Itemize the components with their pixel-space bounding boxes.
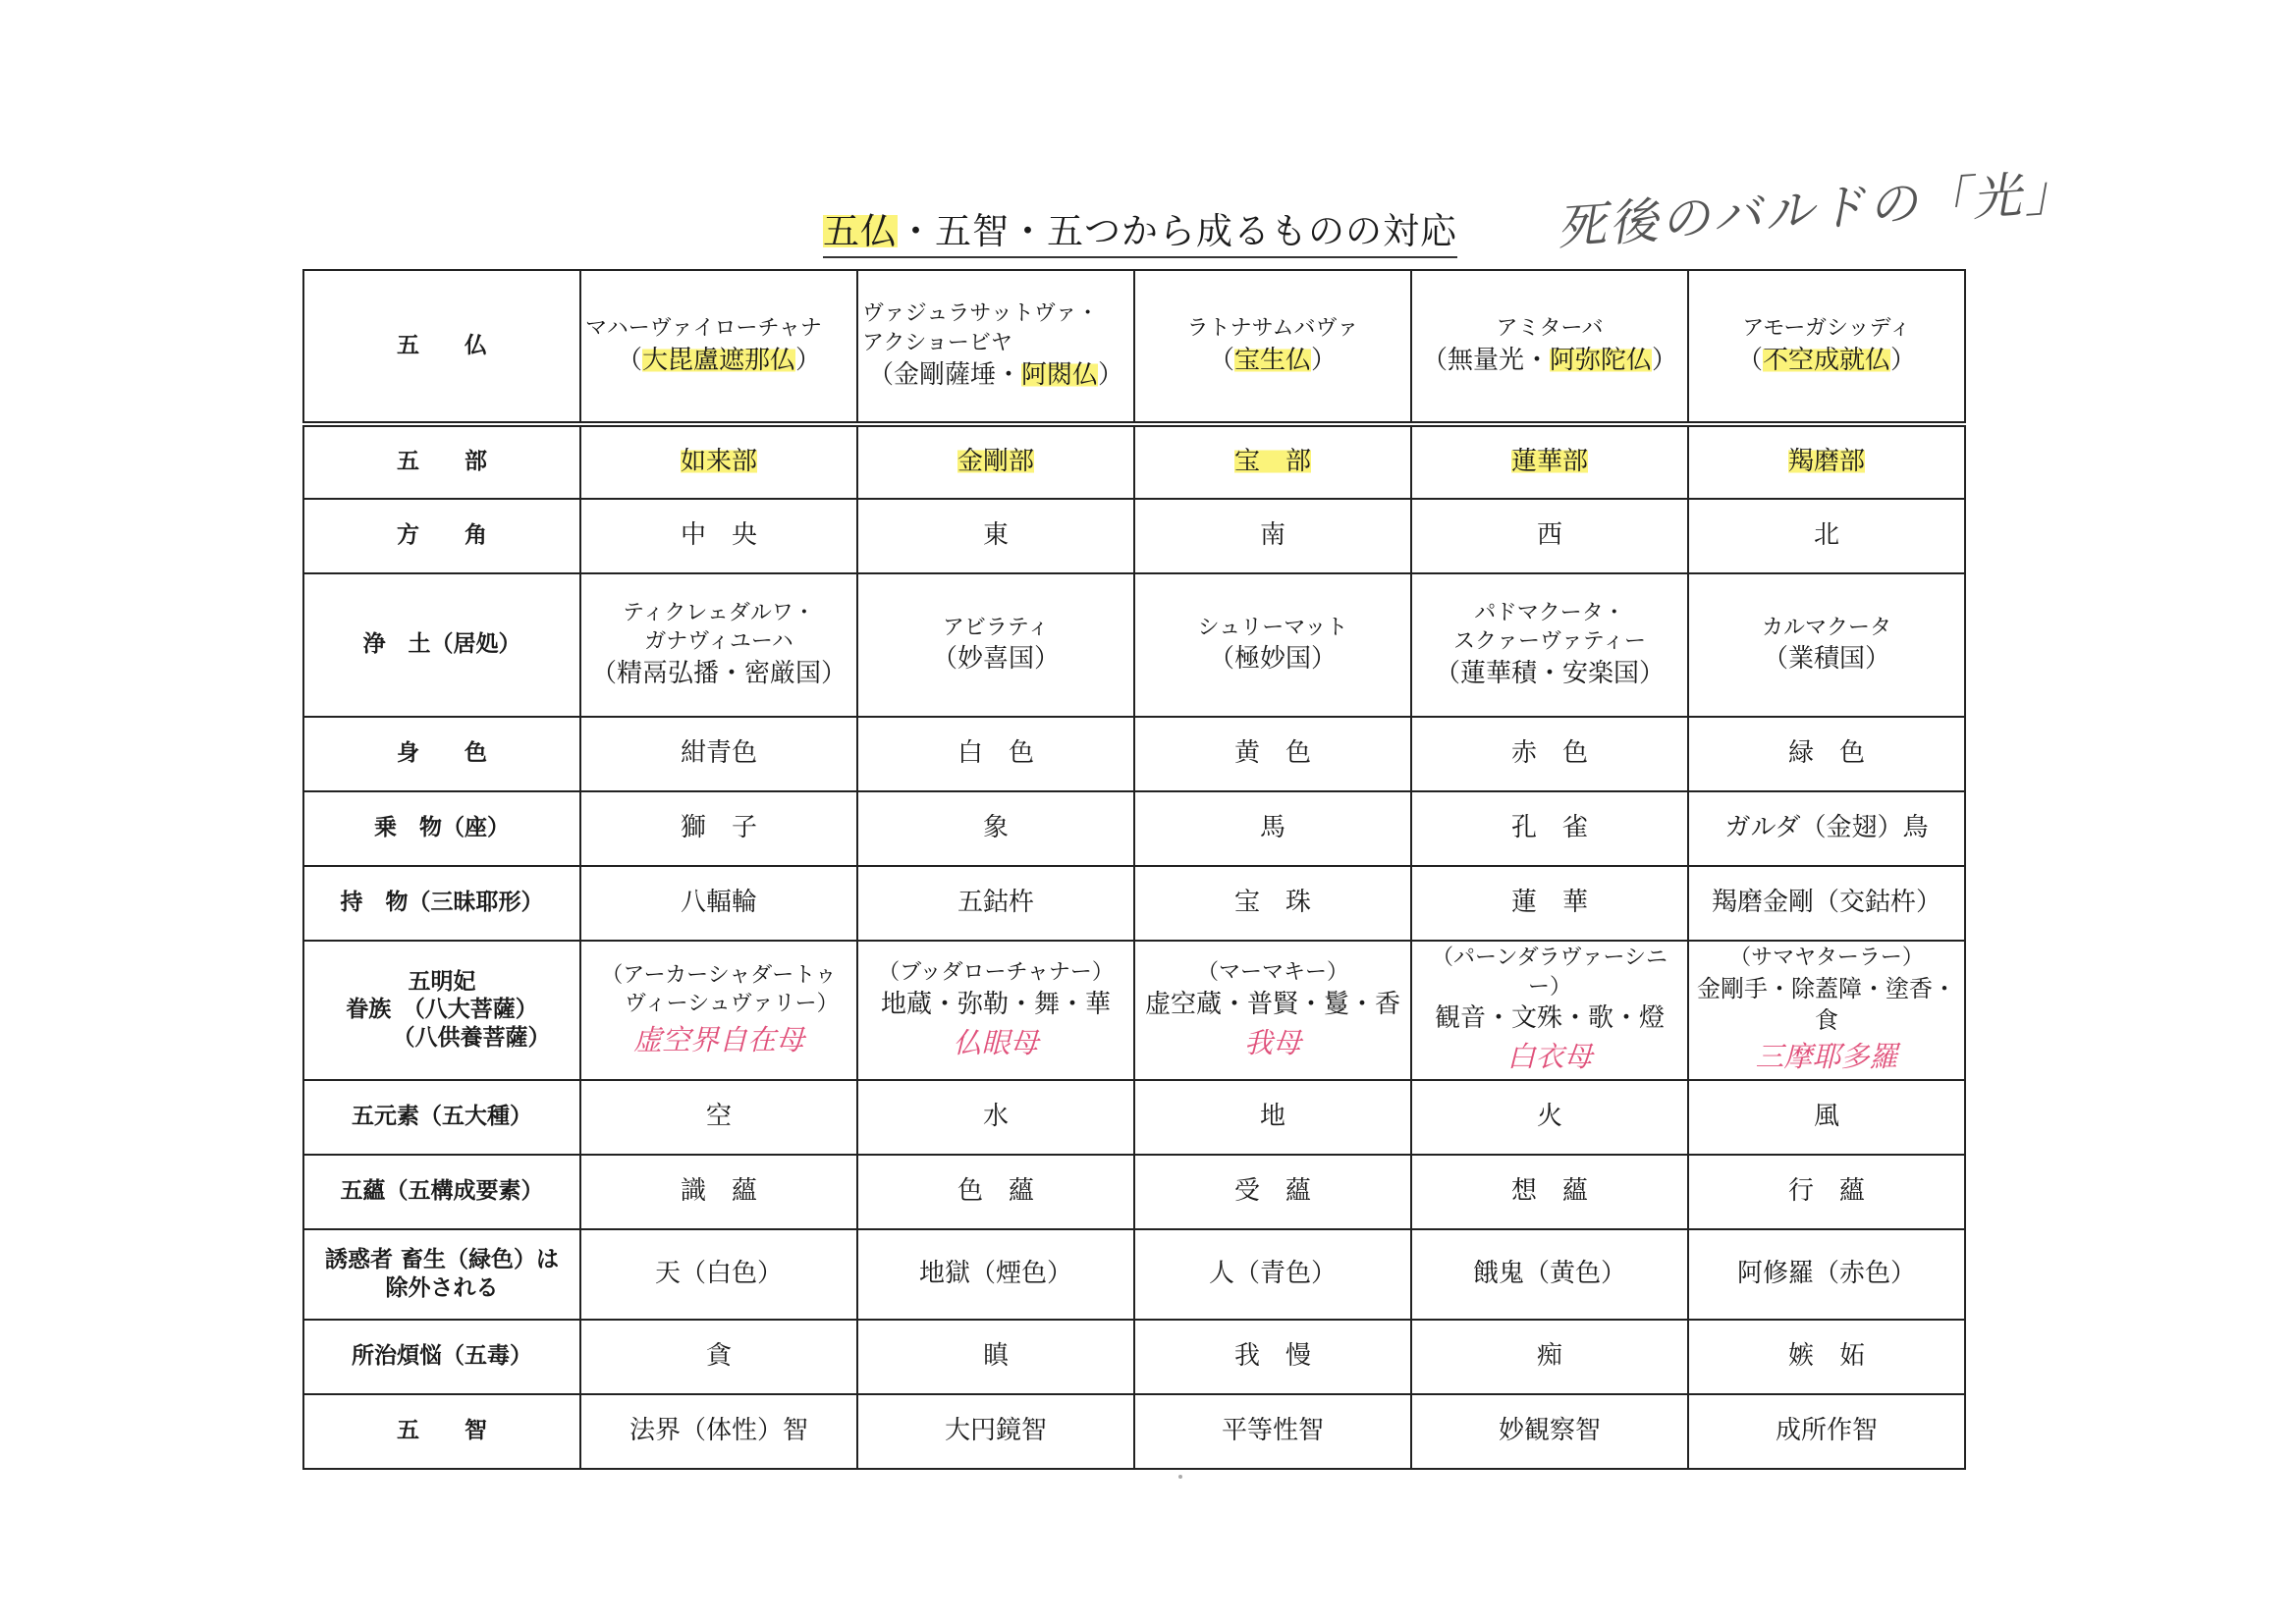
- handwritten-annotation: 我母: [1243, 1025, 1301, 1059]
- table-cell: 人（青色）: [1134, 1229, 1411, 1320]
- row-header: 身 色: [303, 717, 580, 791]
- table-cell: 嫉 妬: [1688, 1320, 1965, 1394]
- table-cell: 獅 子: [580, 791, 857, 866]
- table-cell: 南: [1134, 499, 1411, 573]
- table-cell: 識 蘊: [580, 1155, 857, 1229]
- row-element: [303, 1080, 1965, 1155]
- table-cell: 如来部: [580, 424, 857, 499]
- handwritten-note: 死後のバルドの「光」: [1555, 163, 2079, 256]
- row-header: 所治煩悩（五毒）: [303, 1320, 580, 1394]
- correspondence-table: [302, 269, 1966, 1470]
- row-pure-land: [303, 573, 1965, 717]
- table-cell: パドマクータ・ スクァーヴァティー （蓮華積・安楽国）: [1411, 573, 1688, 717]
- table-cell: アビラティ （妙喜国）: [857, 573, 1134, 717]
- highlighted-text: 阿閦仏: [1020, 359, 1098, 390]
- highlighted-text: 宝生仏: [1233, 345, 1311, 375]
- table-cell: （マーマキー） 虚空蔵・普賢・鬘・香 我母: [1134, 941, 1411, 1080]
- table-cell: 緑 色: [1688, 717, 1965, 791]
- table-cell: 中 央: [580, 499, 857, 573]
- table-cell: ラトナサムバヴァ （宝生仏）: [1134, 270, 1411, 424]
- table-cell: 瞋: [857, 1320, 1134, 1394]
- table-cell: 金剛部: [857, 424, 1134, 499]
- page-title: [823, 201, 1457, 258]
- row-header: 五 仏: [303, 270, 580, 424]
- table-cell: 阿修羅（赤色）: [1688, 1229, 1965, 1320]
- handwritten-annotation: 三摩耶多羅: [1755, 1040, 1898, 1074]
- table-cell: 水: [857, 1080, 1134, 1155]
- table-cell: 宝 部: [1134, 424, 1411, 499]
- table-cell: 黄 色: [1134, 717, 1411, 791]
- row-header: 誘惑者 畜生（緑色）は 除外される: [303, 1229, 580, 1320]
- table-cell: （ブッダローチャナー） 地蔵・弥勒・舞・華 仏眼母: [857, 941, 1134, 1080]
- table-cell: 大円鏡智: [857, 1394, 1134, 1469]
- row-five-buddhas: [303, 270, 1965, 424]
- table-cell: 宝 珠: [1134, 866, 1411, 941]
- row-header: 乗 物（座）: [303, 791, 580, 866]
- row-skandha: [303, 1155, 1965, 1229]
- table-cell: アミターバ （無量光・阿弥陀仏）: [1411, 270, 1688, 424]
- row-attribute: [303, 866, 1965, 941]
- table-cell: 痴: [1411, 1320, 1688, 1394]
- table-cell: 羯磨金剛（交鈷杵）: [1688, 866, 1965, 941]
- table-cell: 我 慢: [1134, 1320, 1411, 1394]
- table-cell: （パーンダラヴァーシニー） 観音・文殊・歌・燈 白衣母: [1411, 941, 1688, 1080]
- row-direction: [303, 499, 1965, 573]
- table-cell: 孔 雀: [1411, 791, 1688, 866]
- table-cell: 妙観察智: [1411, 1394, 1688, 1469]
- table-cell: 風: [1688, 1080, 1965, 1155]
- row-header: 五元素（五大種）: [303, 1080, 580, 1155]
- table-cell: マハーヴァイローチャナ （大毘盧遮那仏）: [580, 270, 857, 424]
- handwritten-annotation: 仏眼母: [953, 1025, 1039, 1059]
- table-cell: 法界（体性）智: [580, 1394, 857, 1469]
- table-cell: 貪: [580, 1320, 857, 1394]
- table-cell: シュリーマット （極妙国）: [1134, 573, 1411, 717]
- row-body-color: [303, 717, 1965, 791]
- table-cell: 五鈷杵: [857, 866, 1134, 941]
- table-cell: 紺青色: [580, 717, 857, 791]
- highlighted-text: 阿弥陀仏: [1549, 345, 1652, 375]
- highlighted-text: 不空成就仏: [1762, 345, 1890, 375]
- table-cell: 蓮 華: [1411, 866, 1688, 941]
- table-cell: 蓮華部: [1411, 424, 1688, 499]
- table-cell: 火: [1411, 1080, 1688, 1155]
- table-cell: 成所作智: [1688, 1394, 1965, 1469]
- row-retinue: [303, 941, 1965, 1080]
- row-header: 五 智: [303, 1394, 580, 1469]
- row-wisdom: [303, 1394, 1965, 1469]
- handwritten-annotation: 白衣母: [1506, 1040, 1593, 1074]
- row-header: 五明妃 眷族 （八大菩薩） （八供養菩薩）: [303, 941, 580, 1080]
- title-rest: ・五智・五つから成るものの対応: [898, 210, 1457, 252]
- table-cell: 地獄（煙色）: [857, 1229, 1134, 1320]
- table-cell: 赤 色: [1411, 717, 1688, 791]
- table-cell: 西: [1411, 499, 1688, 573]
- table-cell: ヴァジュラサットヴァ・ アクショービヤ （金剛薩埵・阿閦仏）: [857, 270, 1134, 424]
- table-cell: 白 色: [857, 717, 1134, 791]
- table-cell: ティクレェダルワ・ ガナヴィユーハ （精鬲弘播・密厳国）: [580, 573, 857, 717]
- table-cell: 行 蘊: [1688, 1155, 1965, 1229]
- row-header: 方 角: [303, 499, 580, 573]
- row-five-families: [303, 424, 1965, 499]
- row-header: 浄 土（居処）: [303, 573, 580, 717]
- row-tempter: [303, 1229, 1965, 1320]
- table-cell: （アーカーシャダートゥ ヴィーシュヴァリー） 虚空界自在母: [580, 941, 857, 1080]
- table-cell: 象: [857, 791, 1134, 866]
- table-cell: 馬: [1134, 791, 1411, 866]
- highlighted-text: 大毘盧遮那仏: [641, 345, 795, 375]
- row-mount: [303, 791, 1965, 866]
- table-cell: 東: [857, 499, 1134, 573]
- table-cell: 羯磨部: [1688, 424, 1965, 499]
- table-cell: アモーガシッディ （不空成就仏）: [1688, 270, 1965, 424]
- row-poison: [303, 1320, 1965, 1394]
- table-cell: 天（白色）: [580, 1229, 857, 1320]
- table-cell: 受 蘊: [1134, 1155, 1411, 1229]
- title-highlight: 五仏: [823, 210, 898, 252]
- table-cell: （サマヤターラー） 金剛手・除蓋障・塗香・食 三摩耶多羅: [1688, 941, 1965, 1080]
- table-cell: 平等性智: [1134, 1394, 1411, 1469]
- row-header: 五 部: [303, 424, 580, 499]
- handwritten-annotation: 虚空界自在母: [632, 1022, 804, 1056]
- table-cell: 北: [1688, 499, 1965, 573]
- table-cell: 空: [580, 1080, 857, 1155]
- table-cell: 想 蘊: [1411, 1155, 1688, 1229]
- scan-speck: [1178, 1475, 1182, 1479]
- table-cell: 八輻輪: [580, 866, 857, 941]
- row-header: 持 物（三昧耶形）: [303, 866, 580, 941]
- table-cell: 餓鬼（黄色）: [1411, 1229, 1688, 1320]
- table-cell: ガルダ（金翅）鳥: [1688, 791, 1965, 866]
- row-header: 五蘊（五構成要素）: [303, 1155, 580, 1229]
- table-cell: 色 蘊: [857, 1155, 1134, 1229]
- table-cell: 地: [1134, 1080, 1411, 1155]
- table-cell: カルマクータ （業積国）: [1688, 573, 1965, 717]
